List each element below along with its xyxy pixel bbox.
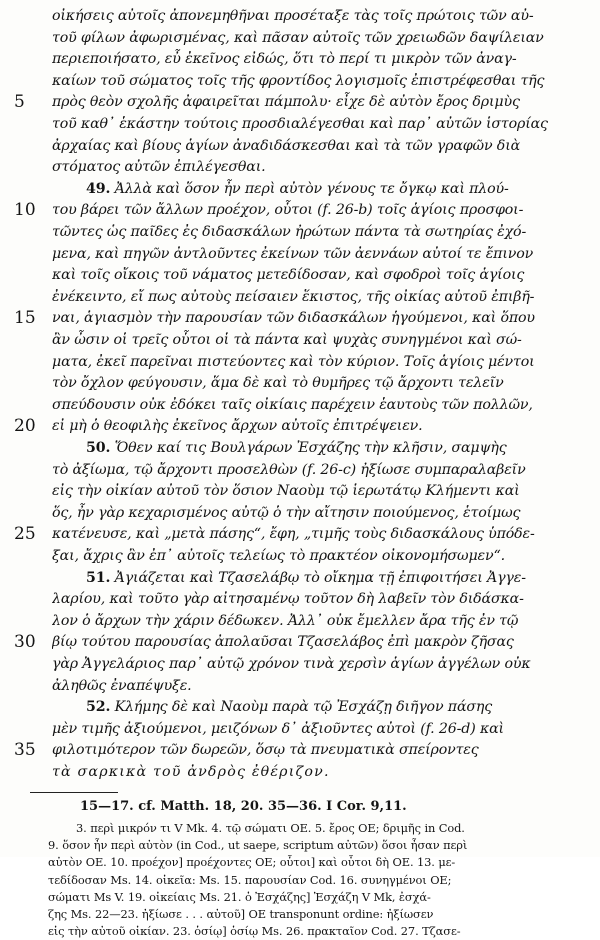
text-line <box>52 135 580 157</box>
line-text: γὰρ Ἀγγελάριος παρ᾿ αὐτῷ χρόνον τινὰ χερσὶν ἁγίων ἀγγέλων οὐκ <box>52 656 531 672</box>
apparatus-line: 3. περὶ μικρόν τι V Mk. 4. τῷ σώματι OE. 5. ἔρος OE; δριμῆς in Cod. <box>76 821 465 835</box>
apparatus-line: σώματι Ms V. 19. οἰκείαις Ms. 21. ὁ Ἐσχάζης] Ἐσχάζη V Mk, ἐσχά- <box>48 889 431 904</box>
line-number: 5 <box>14 92 25 113</box>
line-text: εἰ μὴ ὁ θεοφιλὴς ἐκεῖνος ἄρχων αὐτοῖς ἐπιτρέψειεν. <box>52 418 423 435</box>
line-number: 20 <box>14 416 36 437</box>
text-line <box>52 91 580 113</box>
line-text: εἰς τὴν οἰκίαν αὐτοῦ τὸν ὅσιον Ναοὺμ τῷ ἱερωτάτῳ Κλήμεντι καὶ <box>52 483 520 500</box>
text-line <box>52 739 580 761</box>
section-number: 50. <box>86 440 111 456</box>
line-text: βίῳ τούτου παρουσίας ἀπολαῦσαι Τζασελάβος ἐπὶ μακρὸν ζῆσας <box>52 634 514 651</box>
scripture-citations: 15—17. cf. Matth. 18, 20. 35—36. I Cor. 9,11. <box>80 799 407 814</box>
line-text: ματα, ἐκεῖ παρεῖναι πιστεύοντες καὶ τὸν κύριον. Τοῖς ἁγίοις μέντοι <box>52 353 535 370</box>
line-text: τῶντες ὡς παῖδες ἐς διδασκάλων ἠρώτων πάντα τὰ σωτηρίας ἐχό- <box>52 224 527 240</box>
line-text: καίων τοῦ σώματος τοῖς τῆς φροντίδος λογισμοῖς ἐπιστρέφεσθαι τῆς <box>52 72 545 89</box>
apparatus-line: 9. ὅσον ἦν περὶ αὐτὸν (in Cod., ut saepe, scriptum αὐτῶν) ὅσοι ἦσαν περὶ <box>48 838 468 853</box>
line-text: τοῦ φίλων ἀφωρισμένας, καὶ πᾶσαν αὐτοῖς τῶν χρειωδῶν δαψίλειαν <box>52 29 544 46</box>
line-text: Ἀλλὰ καὶ ὅσον ἦν περὶ αὐτὸν γένους τε ὄγκῳ καὶ πλού- <box>114 180 509 197</box>
line-text: σπεύδουσιν οὐκ ἐδόκει ταῖς οἰκίαις παρέχειν ἑαυτοὺς τῶν πολλῶν, <box>52 396 533 413</box>
line-text: ἂν ὦσιν οἱ τρεῖς οὗτοι οἱ τὰ πάντα καὶ ψυχὰς συνηγμένοι καὶ σώ- <box>52 332 522 348</box>
line-number: 15 <box>14 308 36 329</box>
text-line <box>52 48 580 70</box>
text-line <box>52 718 580 740</box>
text-line <box>52 221 580 243</box>
text-line <box>52 480 580 502</box>
line-text: Ἀγιάζεται καὶ Τζασελάβῳ τὸ οἴκημα τῇ ἐπιφοιτήσει Ἀγγε- <box>114 569 526 586</box>
line-text: κατένευσε, καὶ „μετὰ πάσης“, ἔφη, „τιμῆς τοὺς διδασκάλους ὑπόδε- <box>52 526 535 543</box>
text-line <box>52 5 580 27</box>
text-line <box>52 394 580 416</box>
line-text: τοῦ καθ᾿ ἑκάστην τούτοις προσδιαλέγεσθαι καὶ παρ᾿ αὐτῶν ἱστορίας <box>52 116 548 132</box>
line-text: τὸν ὄχλον φεύγουσιν, ἅμα δὲ καὶ τὸ θυμῆρες τῷ ἄρχοντι τελεῖν <box>52 375 504 392</box>
line-text: καὶ τοῖς οἴκοις τοῦ νάματος μετεδίδοσαν, καὶ σφοδροὶ τοῖς ἁγίοις <box>52 267 525 284</box>
text-line <box>52 113 580 135</box>
line-number: 30 <box>14 632 36 653</box>
footnote-rule <box>30 792 118 793</box>
line-text: Κλήμης δὲ καὶ Ναοὺμ παρὰ τῷ Ἐσχάζῃ διῆγον πάσης <box>114 699 493 716</box>
text-line <box>52 286 580 308</box>
text-line <box>86 437 580 459</box>
line-number: 10 <box>14 200 36 221</box>
line-text: ἐνέκειντο, εἴ πως αὐτοὺς πείσαιεν ἕκιστος, τῆς οἰκίας αὐτοῦ ἐπιβῆ- <box>52 288 535 305</box>
apparatus-line: τεδίδοσαν Ms. 14. οἰκεῖα: Ms. 15. παρουσίαν Cod. 16. συνηγμένοι OE; <box>48 872 452 887</box>
text-line <box>52 675 580 697</box>
text-line <box>86 567 580 589</box>
line-text: ἀληθῶς ἐναπέψυξε. <box>52 677 192 694</box>
line-text: περιεποιήσατο, εὖ ἐκεῖνος εἰδώς, ὅτι τὸ περί τι μικρὸν τῶν ἀναγ- <box>52 51 517 68</box>
line-text: οἰκήσεις αὐτοῖς ἀπονεμηθῆναι προσέταξε τὰς τοῖς πρώτοις τῶν αὐ- <box>52 8 534 24</box>
text-line <box>52 329 580 351</box>
apparatus-line: ζης Ms. 22—23. ἠξίωσε . . . αὐτοῦ] OE transponunt ordine: ἠξίωσεν <box>48 907 434 921</box>
line-text: στόματος αὐτῶν ἐπιλέγεσθαι. <box>52 159 266 176</box>
apparatus-line: αὐτὸν OE. 10. προέχον] προέχοντες OE; οὗτοι] καὶ οὗτοι δὴ OE. 13. με- <box>48 855 456 870</box>
text-line <box>52 761 580 783</box>
text-line <box>52 307 580 329</box>
section-number: 49. <box>86 180 111 197</box>
text-line <box>52 243 580 265</box>
text-line <box>52 27 580 49</box>
line-number: 35 <box>14 740 36 761</box>
section-number: 52. <box>86 699 111 716</box>
text-line <box>52 70 580 92</box>
text-line <box>86 178 580 200</box>
text-line <box>52 502 580 524</box>
line-text: του βάρει τῶν ἄλλων προέχον, οὗτοι (f. 26-b) τοῖς ἁγίοις προσφοι- <box>52 202 524 219</box>
line-text: τὸ ἀξίωμα, τῷ ἄρχοντι προσελθὼν (f. 26-c) ἠξίωσε συμπαραλαβεῖν <box>52 461 526 478</box>
text-line <box>52 653 580 675</box>
text-line <box>52 264 580 286</box>
text-line <box>52 415 580 437</box>
line-text: πρὸς θεὸν σχολῆς ἀφαιρεῖται πάμπολυ· εἶχε δὲ αὐτὸν ἔρος δριμὺς <box>52 94 520 111</box>
line-number: 25 <box>14 524 36 545</box>
line-text: τὰ σαρκικὰ τοῦ ἀνδρὸς ἐθέριζον. <box>52 764 330 780</box>
text-line <box>86 696 580 718</box>
line-text: Ὅθεν καί τις Βουλγάρων Ἐσχάζης τὴν κλῆσιν, σαμψὴς <box>114 440 507 456</box>
text-line <box>52 545 580 567</box>
line-text: λαρίου, καὶ τοῦτο γὰρ αἰτησαμένῳ τοῦτον δὴ λαβεῖν τὸν διδάσκα- <box>52 591 524 608</box>
line-text: ὅς, ἦν γὰρ κεχαρισμένος αὐτῷ ὁ τὴν αἴτησιν ποιούμενος, ἑτοίμως <box>52 504 521 521</box>
line-text: ἀρχαίας καὶ βίους ἁγίων ἀναδιδάσκεσθαι καὶ τὰ τῶν γραφῶν διὰ <box>52 137 521 154</box>
text-line <box>52 156 580 178</box>
text-line <box>52 351 580 373</box>
text-line <box>52 199 580 221</box>
line-text: λον ὁ ἄρχων τὴν χάριν δέδωκεν. Ἀλλ᾿ οὐκ ἔμελλεν ἄρα τῆς ἐν τῷ <box>52 612 519 629</box>
text-line <box>52 523 580 545</box>
line-text: μὲν τιμῆς ἀξιούμενοι, μειζόνων δ᾿ ἀξιοῦντες αὐτοὶ (f. 26-d) καὶ <box>52 720 504 737</box>
text-line <box>52 588 580 610</box>
line-text: μενα, καὶ πηγῶν ἀντλοῦντες ἐκείνων τῶν ἀεννάων αὐτοί τε ἔπινον <box>52 245 534 262</box>
text-line <box>52 372 580 394</box>
text-line <box>52 459 580 481</box>
line-text: ξαι, ἄχρις ἂν ἐπ᾿ αὐτοῖς τελείως τὸ πρακτέον οἰκονομήσωμεν“. <box>52 548 505 564</box>
text-line <box>52 610 580 632</box>
line-text: φιλοτιμότερον τῶν δωρεῶν, ὅσῳ τὰ πνευματικὰ σπείροντες <box>52 742 479 759</box>
text-line <box>52 631 580 653</box>
section-number: 51. <box>86 569 111 586</box>
apparatus-line: εἰς τὴν αὐτοῦ οἰκίαν. 23. ὁσίῳ] ὁσίῳ Ms. 26. πρακταῖον Cod. 27. Τζασε- <box>48 924 461 939</box>
line-text: ναι, ἁγιασμὸν τὴν παρουσίαν τῶν διδασκάλων ἡγούμενοι, καὶ ὅπου <box>52 310 535 327</box>
